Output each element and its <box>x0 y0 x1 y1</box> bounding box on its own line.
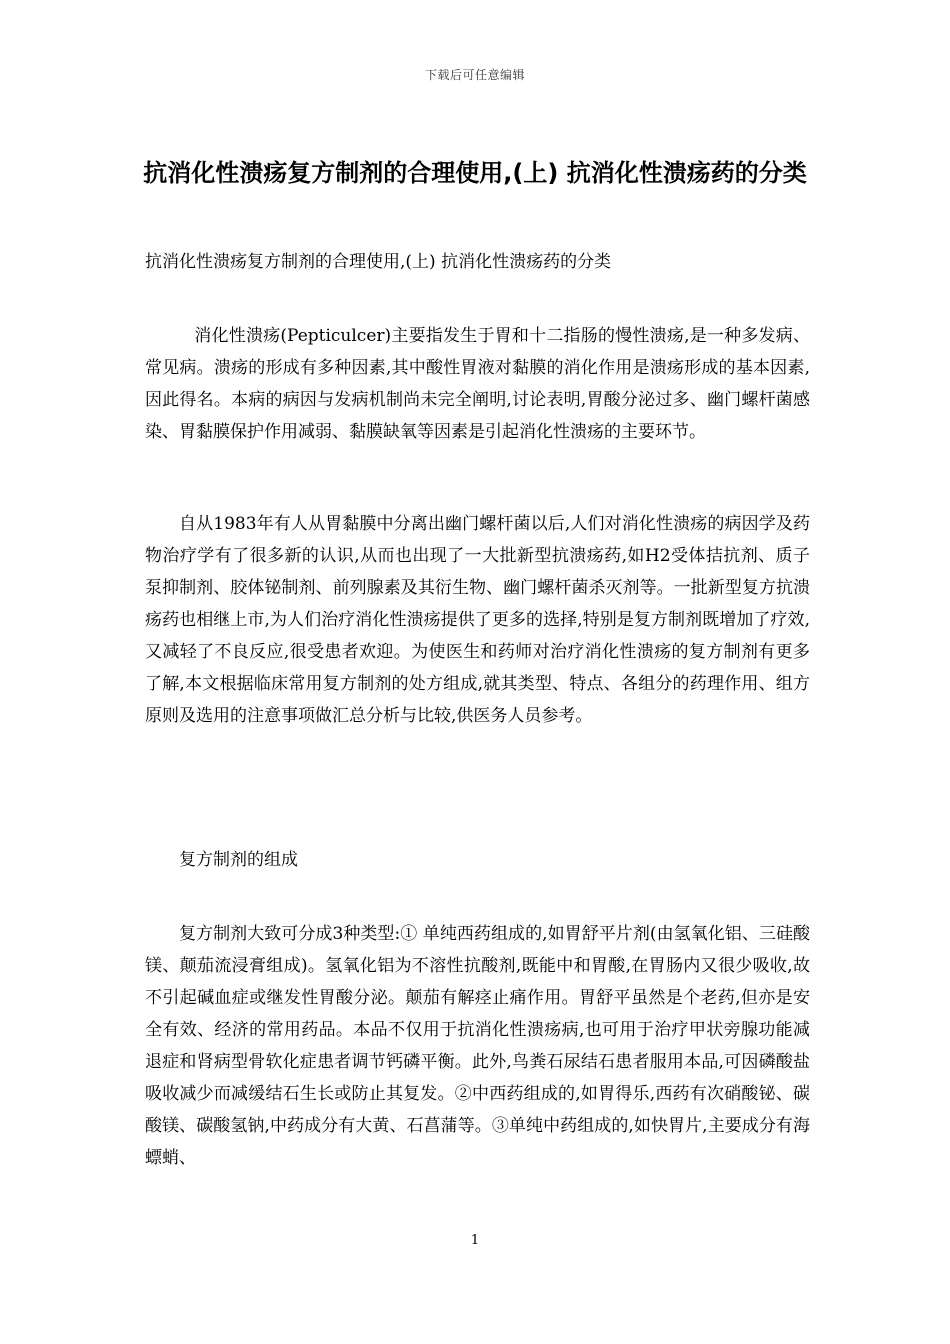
paragraph-composition: 复方制剂大致可分成3种类型:① 单纯西药组成的,如胃舒平片剂(由氢氧化铝、三硅酸镁、颠茄流浸膏组成)。氢氧化铝为不溶性抗酸剂,既能中和胃酸,在胃肠内又很少吸收,故不引起碱血症或继发性胃酸分泌。颠茄有解痉止痛作用。胃舒平虽然是个老药,但亦是安全有效、经济的常用药品。本品不仅用于抗消化性溃疡病,也可用于治疗甲状旁腺功能减退症和肾病型骨软化症患者调节钙磷平衡。此外,鸟粪石尿结石患者服用本品,可因磷酸盐吸收减少而减缓结石生长或防止其复发。②中西药组成的,如胃得乐,西药有次硝酸铋、碳酸镁、碳酸氢钠,中药成分有大黄、石菖蒲等。③单纯中药组成的,如快胃片,主要成分有海螵蛸、 <box>145 924 810 1168</box>
document-title: 抗消化性溃疡复方制剂的合理使用,(上) 抗消化性溃疡药的分类 <box>143 159 807 187</box>
page-number: 1 <box>470 1233 480 1248</box>
header-note: 下载后可任意编辑 <box>424 68 525 82</box>
paragraph-background: 自从1983年有人从胃黏膜中分离出幽门螺杆菌以后,人们对消化性溃疡的病因学及药物治疗学有了很多新的认识,从而也出现了一大批新型抗溃疡药,如H2受体拮抗剂、质子泵抑制剂、胶体铋制剂、前列腺素及其衍生物、幽门螺杆菌杀灭剂等。一批新型复方抗溃疡药也相继上市,为人们治疗消化性溃疡提供了更多的选择,特别是复方制剂既增加了疗效,又减轻了不良反应,很受患者欢迎。为使医生和药师对治疗消化性溃疡的复方制剂有更多了解,本文根据临床常用复方制剂的处方组成,就其类型、特点、各组分的药理作用、组方原则及选用的注意事项做汇总分析与比较,供医务人员参考。 <box>145 514 810 726</box>
section-heading: 复方制剂的组成 <box>179 850 298 870</box>
paragraph-intro: 消化性溃疡(Pepticulcer)主要指发生于胃和十二指肠的慢性溃疡,是一种多发病、常见病。溃疡的形成有多种因素,其中酸性胃液对黏膜的消化作用是溃疡形成的基本因素,因此得名。本病的病因与发病机制尚未完全阐明,讨论表明,胃酸分泌过多、幽门螺杆菌感染、胃黏膜保护作用减弱、黏膜缺氧等因素是引起消化性溃疡的主要环节。 <box>145 326 810 442</box>
document-subtitle: 抗消化性溃疡复方制剂的合理使用,(上) 抗消化性溃疡药的分类 <box>145 252 612 272</box>
